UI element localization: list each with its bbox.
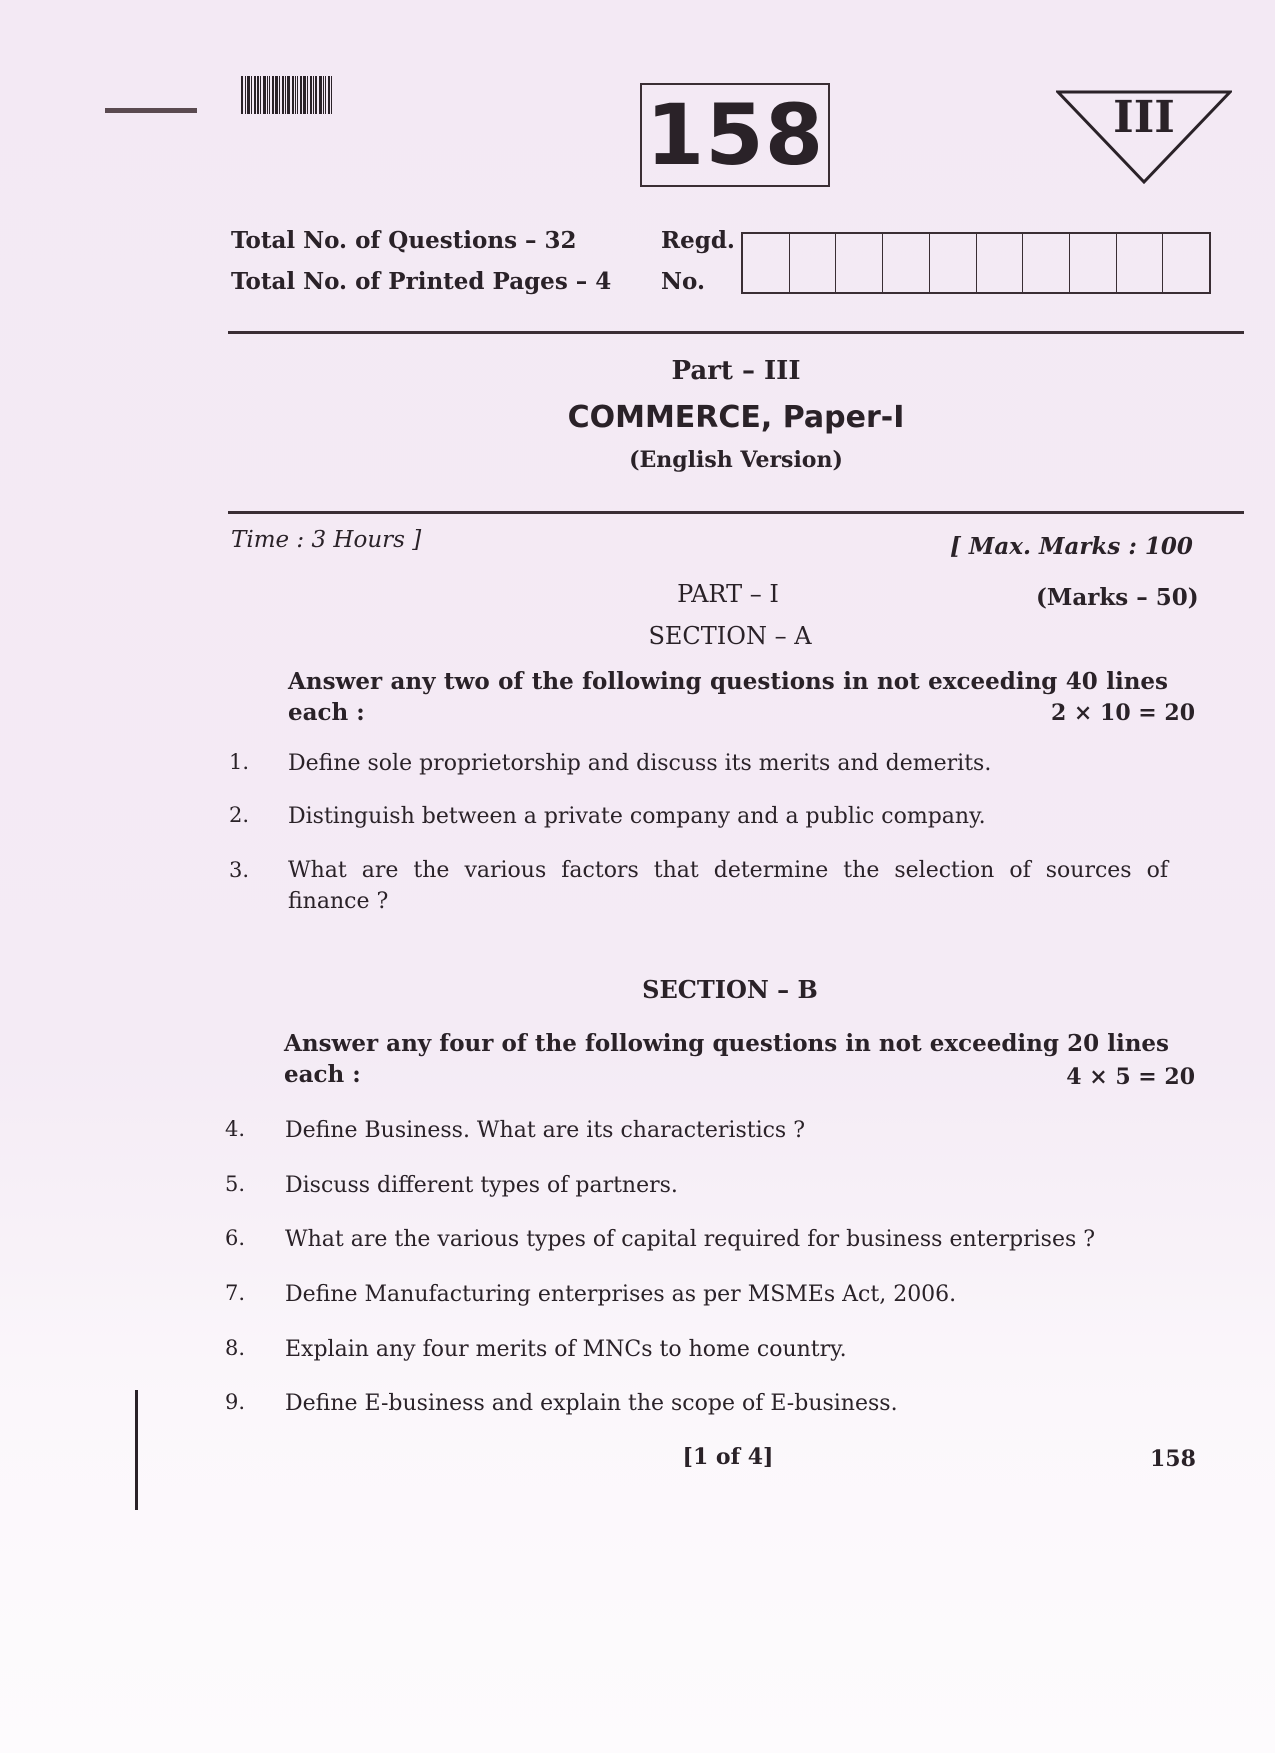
question-text: Discuss different types of partners. [285, 1173, 678, 1198]
paper-code-box [640, 83, 830, 187]
question-number: 9. [225, 1390, 246, 1414]
part-title: Part – III [671, 356, 801, 386]
barcode-stripe [331, 76, 332, 114]
question-number: 5. [225, 1172, 246, 1196]
version-title: (English Version) [629, 447, 843, 473]
question-text: Explain any four merits of MNCs to home country. [285, 1337, 847, 1362]
regd-digit-box[interactable] [883, 234, 930, 292]
question-number: 2. [229, 803, 250, 827]
registration-number-boxes[interactable] [741, 232, 1211, 294]
question-text: Define E-business and explain the scope of E-business. [285, 1391, 898, 1416]
barcode-stripe [260, 76, 261, 114]
part-badge [1056, 88, 1232, 184]
regd-digit-box[interactable] [1163, 234, 1209, 292]
barcode-stripe [285, 76, 286, 114]
regd-digit-box[interactable] [977, 234, 1024, 292]
barcode-stripe [310, 76, 312, 114]
barcode-stripe [295, 76, 296, 114]
paper-code: 158 [645, 86, 825, 184]
section-a-title: SECTION – A [648, 622, 812, 650]
regd-digit-box[interactable] [743, 234, 790, 292]
regd-digit-box[interactable] [1117, 234, 1164, 292]
barcode-stripe [275, 76, 278, 114]
barcode-stripe [319, 76, 322, 114]
divider [228, 511, 1244, 514]
regd-digit-box[interactable] [930, 234, 977, 292]
barcode-stripe [272, 76, 274, 114]
regd-digit-box[interactable] [790, 234, 837, 292]
barcode-stripe [315, 76, 317, 114]
barcode-stripe [263, 76, 266, 114]
part-badge-label: III [1113, 92, 1175, 143]
question-number: 6. [225, 1226, 246, 1250]
question-text: Define Manufacturing enterprises as per MSMEs Act, 2006. [285, 1282, 957, 1307]
page-indicator: [1 of 4] [682, 1444, 774, 1470]
barcode-stripe [300, 76, 302, 114]
question-text: What are the various types of capital required for business enterprises ? [285, 1227, 1096, 1252]
barcode-stripe [303, 76, 306, 114]
regd-digit-box[interactable] [1023, 234, 1070, 292]
margin-dash [105, 108, 197, 113]
question-text: Define sole proprietorship and discuss its merits and demerits. [288, 751, 992, 776]
section-b-marks: 4 × 5 = 20 [1066, 1064, 1195, 1090]
barcode-stripe [251, 76, 252, 114]
barcode-stripe [313, 76, 314, 114]
barcode-stripe [325, 76, 326, 114]
question-number: 1. [229, 750, 250, 774]
question-number: 3. [229, 858, 250, 882]
barcode-stripe [257, 76, 259, 114]
barcode-stripe [307, 76, 308, 114]
section-b-instruction: Answer any four of the following questions in not exceeding 20 lines each : [284, 1030, 1169, 1088]
total-questions: Total No. of Questions – 32 [231, 227, 577, 254]
question-text: Distinguish between a private company and a public company. [288, 804, 986, 829]
divider [228, 331, 1244, 334]
question-number: 4. [225, 1117, 246, 1141]
total-pages: Total No. of Printed Pages – 4 [231, 268, 612, 295]
regd-digit-box[interactable] [1070, 234, 1117, 292]
barcode-stripe [254, 76, 256, 114]
barcode-stripe [279, 76, 280, 114]
subject-title: COMMERCE, Paper-I [567, 400, 905, 435]
question-text: Define Business. What are its characteristics ? [285, 1118, 806, 1143]
barcode-stripe [328, 76, 330, 114]
barcode-stripe [247, 76, 250, 114]
footer-paper-code: 158 [1150, 1446, 1196, 1472]
barcode-stripe [292, 76, 294, 114]
question-number: 8. [225, 1336, 246, 1360]
barcode-stripe [297, 76, 298, 114]
section-a-marks: 2 × 10 = 20 [1050, 700, 1195, 726]
barcode [241, 76, 353, 114]
question-text: What are the various factors that determine the selection of sources of finance ? [288, 858, 1168, 914]
question-number: 7. [225, 1281, 246, 1305]
barcode-stripe [269, 76, 270, 114]
regd-digit-box[interactable] [836, 234, 883, 292]
barcode-stripe [287, 76, 290, 114]
section-a-instruction: Answer any two of the following questions in not exceeding 40 lines each : [288, 668, 1168, 726]
part1-title: PART – I [677, 580, 779, 608]
regd-label: Regd. [661, 227, 735, 254]
barcode-stripe [282, 76, 284, 114]
section-b-title: SECTION – B [642, 975, 818, 1004]
barcode-stripe [267, 76, 268, 114]
part1-marks: (Marks – 50) [1036, 584, 1199, 611]
no-label: No. [661, 268, 705, 295]
barcode-stripe [241, 76, 243, 114]
margin-line [135, 1390, 138, 1510]
time-label: Time : 3 Hours ] [231, 527, 422, 553]
max-marks-label: [ Max. Marks : 100 [950, 533, 1193, 560]
barcode-stripe [245, 76, 246, 114]
barcode-stripe [323, 76, 324, 114]
